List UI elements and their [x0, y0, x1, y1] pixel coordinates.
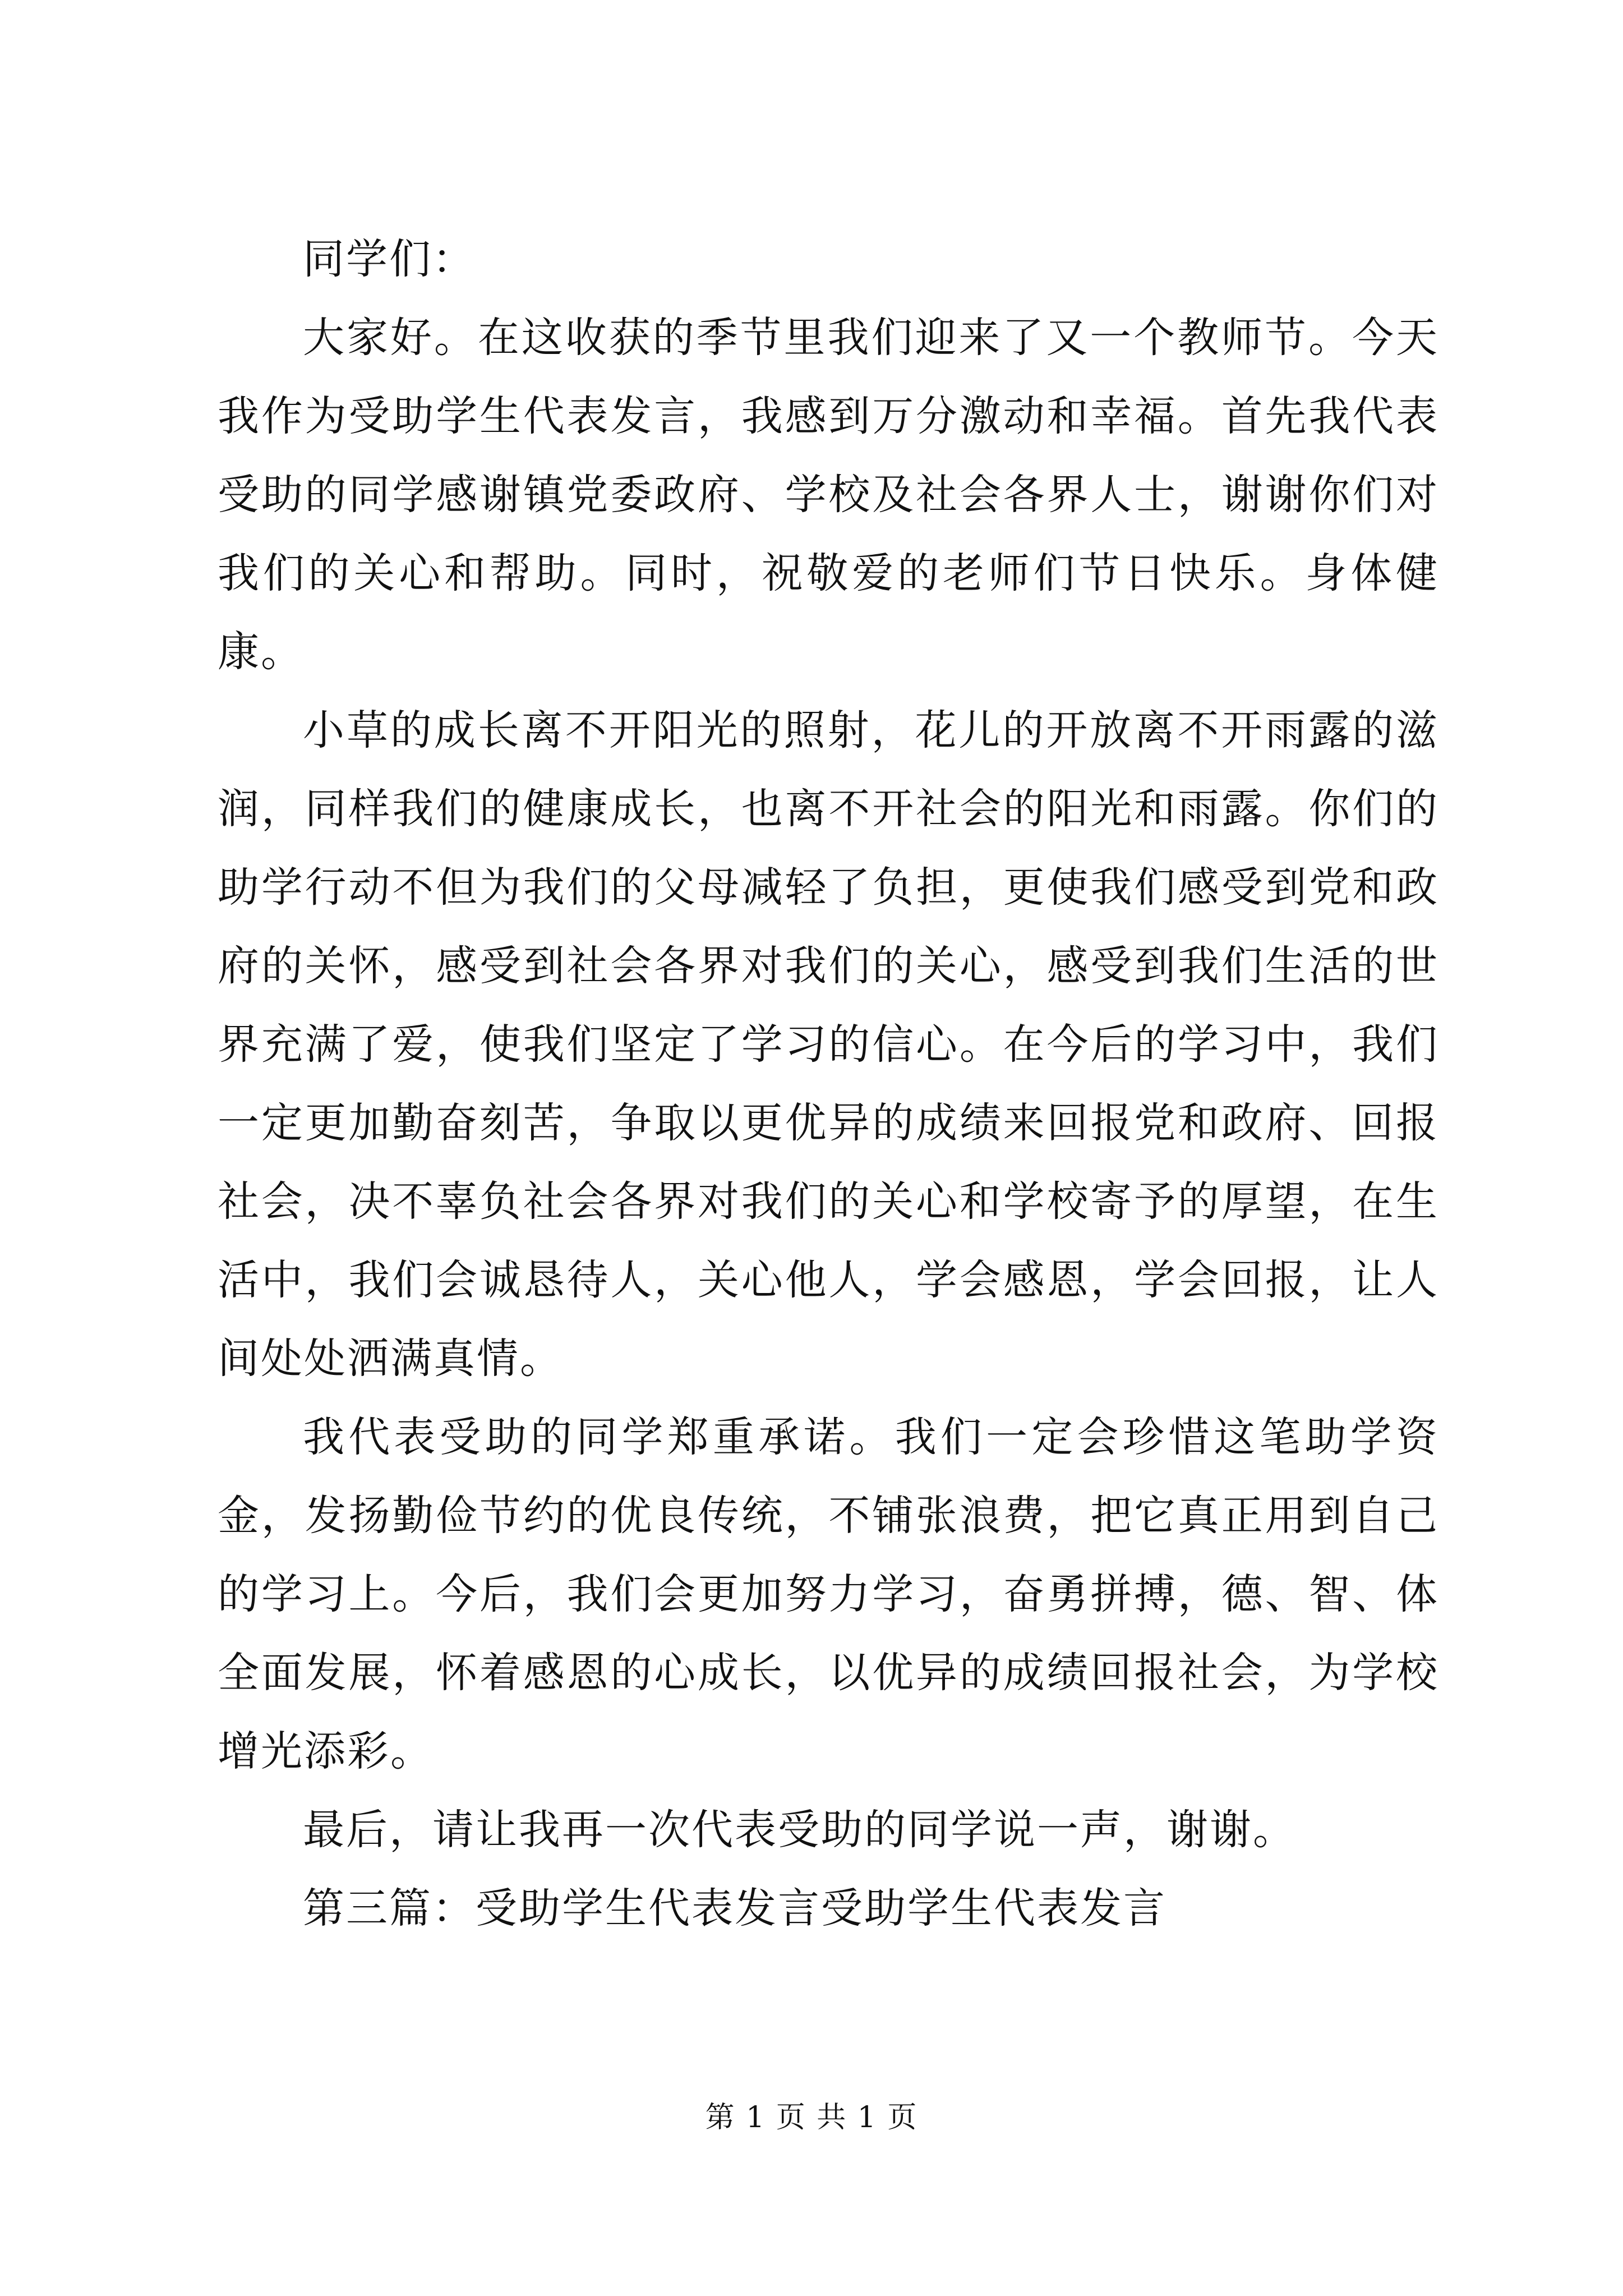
page-footer: 第 1 页 共 1 页	[705, 2101, 918, 2134]
paragraph-greeting: 大家好。在这收获的季节里我们迎来了又一个教师节。今天我作为受助学生代表发言，我感到万分激动和幸福。首先我代表受助的同学感谢镇党委政府、学校及社会各界人士，谢谢你们对我们的关心和帮助。同时，祝敬爱的老师们节日快乐。身体健康。	[218, 314, 1439, 676]
paragraph-promise: 我代表受助的同学郑重承诺。我们一定会珍惜这笔助学资金，发扬勤俭节约的优良传统，不铺张浪费，把它真正用到自己的学习上。今后，我们会更加努力学习，奋勇拼搏，德、智、体全面发展，怀着感恩的心成长，以优异的成绩回报社会，为学校增光添彩。	[218, 1413, 1439, 1775]
salutation: 同学们：	[303, 235, 476, 283]
paragraph-closing: 最后，请让我再一次代表受助的同学说一声，谢谢。	[303, 1806, 1296, 1854]
section-heading: 第三篇：受助学生代表发言受助学生代表发言	[303, 1884, 1166, 1932]
paragraph-gratitude: 小草的成长离不开阳光的照射，花儿的开放离不开雨露的滋润，同样我们的健康成长，也离不开社会的阳光和雨露。你们的助学行动不但为我们的父母减轻了负担，更使我们感受到党和政府的关怀，感受到社会各界对我们的关心，感受到我们生活的世界充满了爱，使我们坚定了学习的信心。在今后的学习中，我们一定更加勤奋刻苦，争取以更优异的成绩来回报党和政府、回报社会，决不辜负社会各界对我们的关心和学校寄予的厚望，在生活中，我们会诚恳待人，关心他人，学会感恩，学会回报，让人间处处洒满真情。	[218, 706, 1439, 1383]
document-body	[218, 220, 1439, 1948]
